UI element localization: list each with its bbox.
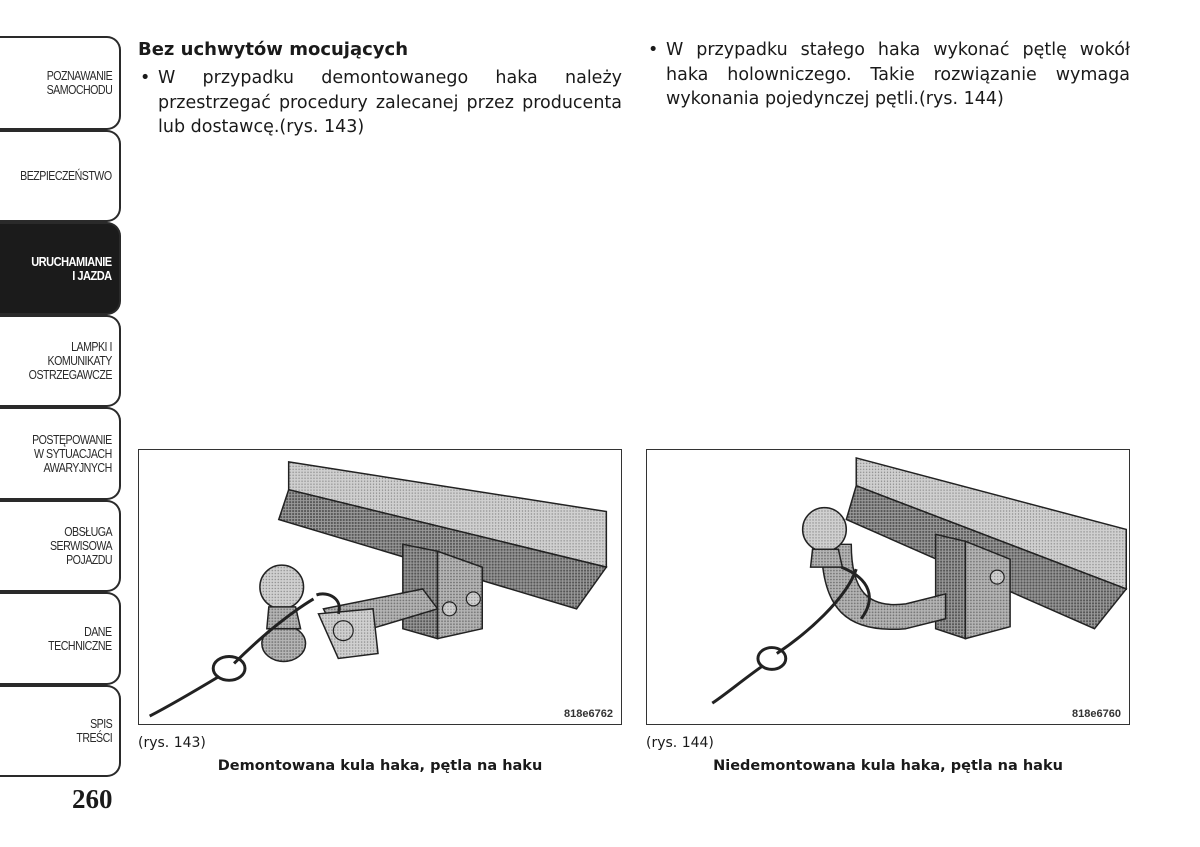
tab-poznawanie-samochodu[interactable] <box>0 36 121 130</box>
bullet-item <box>646 38 1130 112</box>
page-number: 260 <box>72 784 113 814</box>
figure-caption: Demontowana kula haka, pętla na haku <box>217 758 543 774</box>
tab-bezpieczenstwo[interactable] <box>0 130 121 222</box>
tab-label: POSTĘPOWANIE W SYTUACJACH AWARYJNYCH <box>32 432 112 475</box>
figure-code: 818e6760 <box>1072 708 1121 720</box>
fixed-tow-ball-illustration <box>647 450 1129 724</box>
tab-label: LAMPKI I KOMUNIKATY OSTRZEGAWCZE <box>28 340 113 382</box>
tab-uruchamianie-i-jazda[interactable] <box>0 222 121 315</box>
right-column <box>646 38 1130 112</box>
figure-code: 818e6762 <box>564 708 613 720</box>
tab-dane-techniczne[interactable] <box>0 592 121 685</box>
bullet-text: W przypadku stałego haka wykonać pętlę wokół haka holowniczego. Takie rozwiązanie wymaga wykonania pojedynczej pętli.(rys. 144) <box>666 40 1130 109</box>
bullet-item <box>138 66 622 140</box>
figure-ref: (rys. 144) <box>646 735 714 751</box>
tab-label: URUCHAMIANIE I JAZDA <box>31 253 112 283</box>
tab-label: DANE TECHNICZNE <box>48 624 112 653</box>
section-heading: Bez uchwytów mocujących <box>138 39 409 60</box>
figure-143-removable-tow-ball <box>138 449 622 725</box>
bullet-text: W przypadku demontowanego haka należy przestrzegać procedury zalecanej przez producenta lub dostawcę.(rys. 143) <box>158 68 622 137</box>
figure-144-fixed-tow-ball <box>646 449 1130 725</box>
tab-obsluga-serwisowa[interactable] <box>0 500 121 592</box>
figure-ref: (rys. 143) <box>138 735 206 751</box>
tab-spis-tresci[interactable] <box>0 685 121 777</box>
left-column <box>138 38 622 140</box>
tab-label: OBSŁUGA SERWISOWA POJAZDU <box>49 525 112 567</box>
tab-label: POZNAWANIE SAMOCHODU <box>46 69 112 97</box>
bullet-symbol: • <box>648 40 659 60</box>
figure-caption: Niedemontowana kula haka, pętla na haku <box>713 758 1063 774</box>
bullet-symbol: • <box>140 68 151 88</box>
tab-postepowanie-awaryjne[interactable] <box>0 407 121 500</box>
tab-label: BEZPIECZEŃSTWO <box>20 169 112 183</box>
tab-label: SPIS TREŚCI <box>76 717 112 745</box>
tab-lampki-i-komunikaty[interactable] <box>0 315 121 407</box>
removable-tow-ball-illustration <box>139 450 621 724</box>
